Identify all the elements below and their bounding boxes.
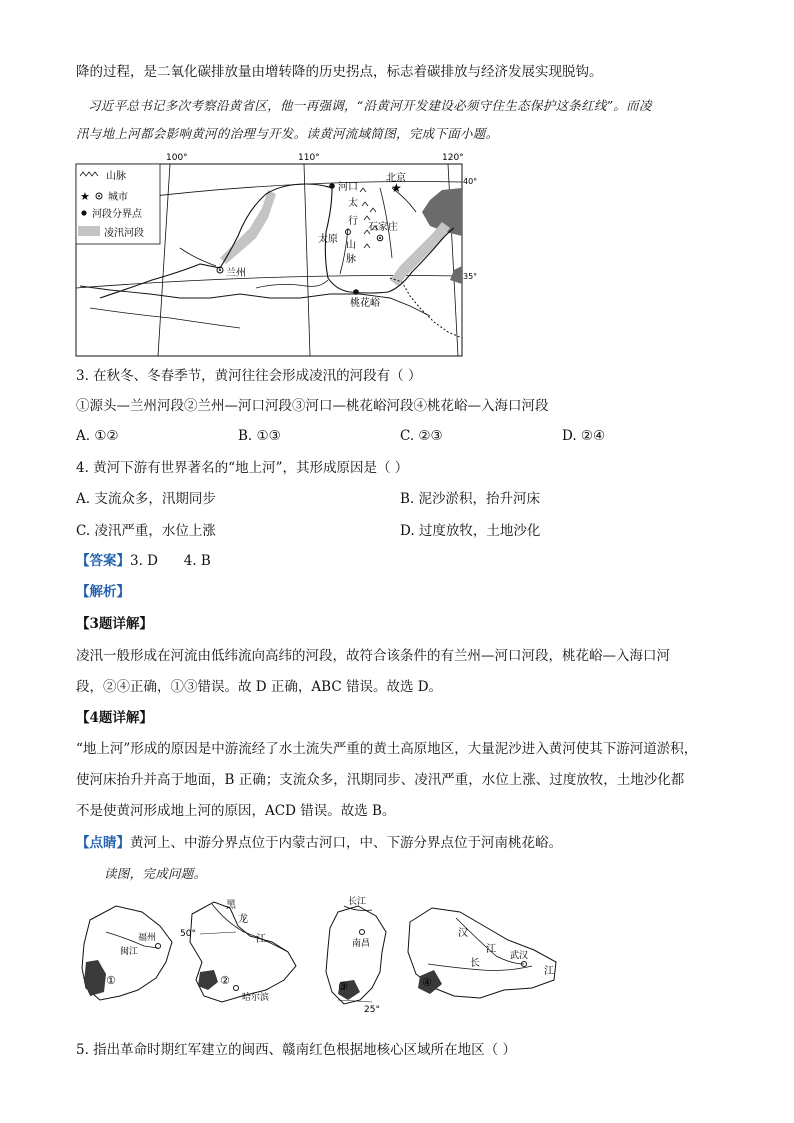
sea-yellow (450, 266, 462, 284)
tip-text: 黄河上、中游分界点位于内蒙古河口，中、下游分界点位于河南桃花峪。 (130, 835, 562, 851)
shijiazhuang-label: 石家庄 (368, 222, 398, 233)
ice-flood-reach-2 (390, 222, 450, 286)
q3-option-a[interactable]: A. ①② (76, 428, 119, 444)
jiang-label-2: 江 (256, 934, 266, 945)
q3-items: ①源头—兰州河段②兰州—河口河段③河口—桃花峪河段④桃花峪—入海口河段 (76, 398, 549, 414)
lon-120-label: 120° (442, 153, 464, 163)
paragraph-top: 降的过程，是二氧化碳排放量由增转降的历史拐点，标志着碳排放与经济发展实现脱钩。 (76, 64, 603, 80)
taihang-char-4: 脉 (346, 254, 356, 265)
q5-stem: 5. 指出革命时期红军建立的闽西、赣南红色根据地核心区域所在地区（ ） (76, 1042, 516, 1058)
q3-option-c[interactable]: C. ②③ (400, 428, 443, 444)
meridian-110 (304, 164, 310, 356)
analysis-label: 【解析】 (76, 584, 130, 600)
detail-3-label: 【3题详解】 (76, 616, 153, 632)
legend-mountain-label: 山脉 (106, 171, 126, 182)
map-1-fujian (82, 906, 172, 1000)
legend-star-icon: ★ (80, 190, 90, 203)
q3-option-b[interactable]: B. ①③ (238, 428, 281, 444)
coastline (390, 278, 462, 338)
legend-ice-flood-swatch (78, 226, 100, 236)
lat-40-label: 40° (463, 177, 478, 186)
q4-option-b[interactable]: B. 泥沙淤积，抬升河床 (400, 491, 541, 507)
taohuayu-label: 桃花峪 (350, 298, 380, 309)
intro-line-2: 汛与地上河都会影响黄河的治理与开发。读黄河流域简图，完成下面小题。 (76, 126, 499, 141)
lat-35-label: 35° (463, 272, 478, 281)
beijing-label: 北京 (386, 173, 406, 184)
intro-line-1: 习近平总书记多次考察沿黄省区，他一再强调，“沿黄河开发建设必须守住生态保护这条红线”。而凌 (88, 98, 652, 113)
q4-stem: 4. 黄河下游有世界著名的“地上河”，其形成原因是（ ） (76, 460, 409, 476)
lanzhou-label: 兰州 (226, 268, 246, 279)
lat-50-line (200, 932, 236, 934)
answer-text: 3. D 4. B (130, 553, 211, 569)
yellow-river-map (70, 148, 478, 360)
hekou-label: 河口 (338, 182, 358, 193)
hekou-point (329, 183, 335, 189)
map-4-number: ④ (422, 976, 432, 989)
map-4-hubei (408, 908, 556, 998)
lanzhou-point-dot (219, 269, 221, 271)
taohuayu-point (353, 289, 359, 295)
map-2-number: ② (220, 974, 230, 987)
tributary-fen (340, 228, 348, 274)
answer-line (76, 551, 211, 571)
harbin-label: 哈尔滨 (242, 993, 270, 1003)
nanchang-point (360, 930, 365, 935)
harbin-point (234, 986, 239, 991)
wuhan-label: 武汉 (510, 951, 529, 961)
legend-city-icon-dot (98, 195, 100, 197)
map-2-shaded-region (198, 970, 218, 990)
shijiazhuang-point-dot (379, 237, 381, 239)
map-1-shaded-region (84, 960, 106, 996)
regional-maps (76, 892, 576, 1020)
tributary-wei (256, 280, 328, 288)
detail-3-line-2: 段，②④正确，①③错误。故 D 正确，ABC 错误。故选 D。 (76, 679, 443, 695)
hei-label: 黑 (226, 900, 236, 911)
long-label: 龙 (238, 914, 248, 925)
jiang-label-4: 江 (486, 944, 496, 955)
map-3-jiangxi (326, 896, 386, 1015)
jiang2-label: 江 (544, 966, 554, 977)
map-2-heilongjiang (180, 899, 296, 1003)
minjiang-label: 闽江 (120, 947, 139, 957)
tributary-west (180, 248, 216, 266)
detail-3-line-1: 凌汛一般形成在河流由低纬流向高纬的河段，故符合该条件的有兰州—河口河段，桃花峪—入海口河 (76, 648, 670, 664)
changjiang-label: 长江 (348, 897, 367, 907)
yangtze-river-4 (428, 964, 532, 971)
lat-50-label: 50° (180, 929, 196, 939)
taihang-char-1: 太 (348, 198, 358, 209)
taihang-mountain-symbol (360, 188, 378, 248)
taihang-char-2: 行 (348, 216, 358, 227)
q3-stem: 3. 在秋冬、冬春季节，黄河往往会形成凌汛的河段有（ ） (76, 368, 422, 384)
fuzhou-label: 福州 (138, 933, 157, 943)
legend-boundary-point-icon (81, 210, 86, 215)
read-map-instruction: 读图，完成问题。 (104, 866, 207, 881)
q4-option-d[interactable]: D. 过度放牧，土地沙化 (400, 523, 541, 539)
detail-4-label: 【4题详解】 (76, 710, 153, 726)
map-1-number: ① (106, 974, 116, 987)
lon-100-label: 100° (166, 153, 188, 163)
answer-label: 【答案】 (76, 553, 130, 569)
detail-4-line-1: “地上河”形成的原因是中游流经了水土流失严重的黄土高原地区，大量泥沙进入黄河使其下游河道淤积， (76, 741, 698, 757)
lon-110-label: 110° (298, 153, 320, 163)
detail-4-line-3: 不是使黄河形成地上河的原因，ACD 错误。故选 B。 (76, 803, 396, 819)
taihang-char-3: 山 (346, 240, 356, 251)
beijing-star-icon: ★ (391, 181, 402, 195)
tip-line (76, 833, 562, 853)
south-river (90, 308, 240, 328)
chang-label: 长 (470, 958, 480, 969)
q4-option-a[interactable]: A. 支流众多，汛期同步 (76, 491, 216, 507)
q3-option-d[interactable]: D. ②④ (562, 428, 606, 444)
legend-boundary-point-label: 河段分界点 (92, 209, 142, 220)
legend-city-label: 城市 (108, 192, 128, 203)
q4-option-c[interactable]: C. 凌汛严重，水位上涨 (76, 523, 216, 539)
map-3-number: ③ (338, 980, 348, 993)
han-label: 汉 (458, 928, 468, 939)
lat-25-label: 25° (364, 1005, 380, 1015)
taiyuan-label: 太原 (318, 234, 338, 245)
tip-label: 【点睛】 (76, 835, 130, 851)
legend-ice-flood-label: 凌汛河段 (104, 228, 144, 239)
nanchang-label: 南昌 (352, 939, 371, 949)
detail-4-line-2: 使河床抬升并高于地面，B 正确；支流众多，汛期同步、凌汛严重，水位上涨、过度放牧，土地沙化都 (76, 772, 685, 788)
